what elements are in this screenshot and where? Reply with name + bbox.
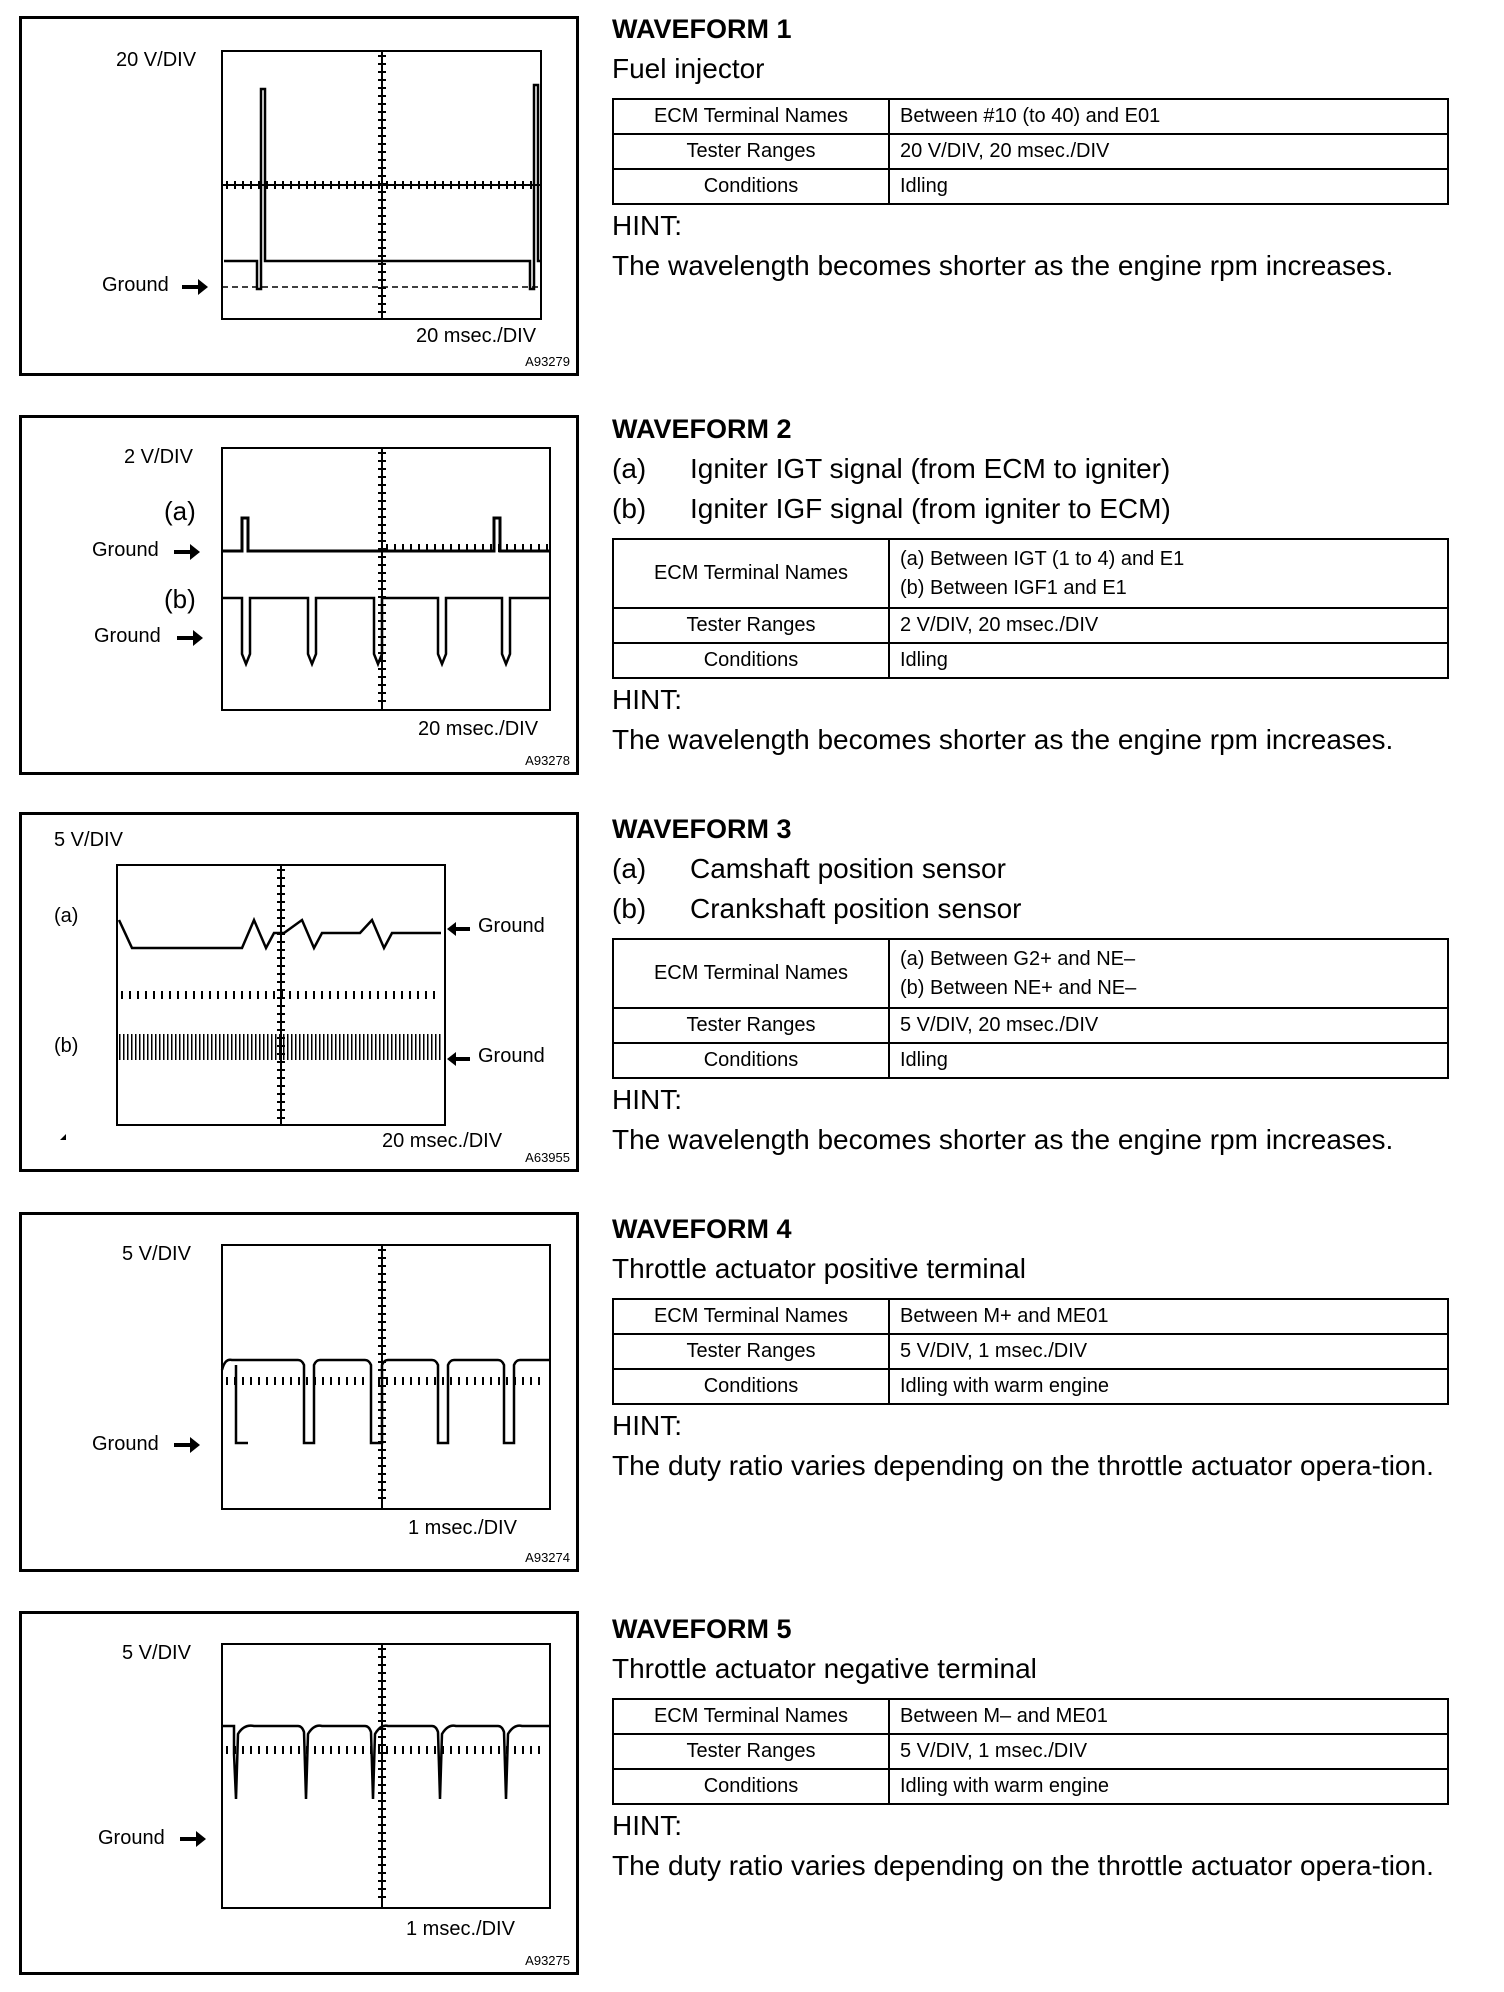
waveform-3-ground-label-b: Ground: [478, 1045, 545, 1067]
table-row: Conditions Idling: [613, 1043, 1448, 1078]
waveform-4-figure: [19, 1212, 579, 1572]
waveform-4-spec-table: [612, 1298, 1449, 1405]
waveform-1-figure: [19, 16, 579, 376]
waveform-1-tdiv: 20 msec./DIV: [416, 325, 537, 347]
waveform-5-hint-text: The duty ratio varies depending on the throttle actuator opera-tion.: [612, 1850, 1434, 1881]
waveform-3-label-b: (b): [54, 1035, 79, 1057]
table-row: ECM Terminal Names Between M– and ME01: [613, 1699, 1448, 1734]
waveform-3-vdiv: 5 V/DIV: [54, 829, 123, 851]
waveform-5-hint-label: HINT:: [612, 1810, 682, 1841]
waveform-3-ground-label-a: Ground: [478, 915, 545, 937]
waveform-4-code: A93274: [525, 1550, 570, 1565]
waveform-3-label-a: (a): [54, 905, 79, 927]
waveform-4-title: WAVEFORM 4: [612, 1214, 792, 1244]
waveform-5-spec-table: [612, 1698, 1449, 1805]
waveform-2-label-a: (a): [164, 496, 196, 526]
table-row: ECM Terminal Names Between M+ and ME01: [613, 1299, 1448, 1334]
table-row: Tester Ranges 5 V/DIV, 1 msec./DIV: [613, 1334, 1448, 1369]
waveform-1-vdiv: 20 V/DIV: [116, 49, 197, 71]
waveform-2-label-b: (b): [164, 584, 196, 614]
table-row: ECM Terminal Names Between #10 (to 40) and E01: [613, 99, 1448, 134]
waveform-1-hint-text: The wavelength becomes shorter as the engine rpm increases.: [612, 250, 1394, 281]
waveform-2-tdiv: 20 msec./DIV: [418, 718, 539, 740]
waveform-2-spec-table: [612, 538, 1449, 679]
waveform-1-spec-table: [612, 98, 1449, 205]
waveform-4-hint-text: The duty ratio varies depending on the throttle actuator opera-tion.: [612, 1450, 1434, 1481]
waveform-2-ground-label-b: Ground: [94, 625, 161, 647]
waveform-3-info: [612, 800, 1462, 1160]
waveform-1-code: A93279: [525, 354, 570, 369]
waveform-5-info: [612, 1600, 1462, 1886]
table-row: Tester Ranges 2 V/DIV, 20 msec./DIV: [613, 608, 1448, 643]
table-row: Conditions Idling with warm engine: [613, 1369, 1448, 1404]
waveform-5-vdiv: 5 V/DIV: [122, 1642, 191, 1664]
waveform-5-subtitle: Throttle actuator negative terminal: [612, 1653, 1037, 1684]
waveform-2-hint-text: The wavelength becomes shorter as the engine rpm increases.: [612, 724, 1394, 755]
waveform-2-figure: [19, 415, 579, 775]
table-row: Conditions Idling: [613, 643, 1448, 678]
table-row: Conditions Idling with warm engine: [613, 1769, 1448, 1804]
waveform-1-hint-label: HINT:: [612, 210, 682, 241]
waveform-3-scope: [22, 815, 576, 1169]
table-row: Tester Ranges 5 V/DIV, 1 msec./DIV: [613, 1734, 1448, 1769]
waveform-4-tdiv: 1 msec./DIV: [408, 1517, 517, 1539]
table-row: Conditions Idling: [613, 169, 1448, 204]
waveform-2-code: A93278: [525, 753, 570, 768]
waveform-3-code: A63955: [525, 1150, 570, 1165]
waveform-2-ground-label-a: Ground: [92, 539, 159, 561]
waveform-2-subtitle-a: (a) Igniter IGT signal (from ECM to igniter): [612, 453, 1171, 484]
waveform-2-title: WAVEFORM 2: [612, 414, 792, 444]
waveform-3-title: WAVEFORM 3: [612, 814, 792, 844]
waveform-4-info: [612, 1200, 1462, 1486]
waveform-4-scope: [22, 1215, 576, 1569]
waveform-5-figure: [19, 1611, 579, 1975]
waveform-2-info: [612, 400, 1462, 760]
waveform-2-hint-label: HINT:: [612, 684, 682, 715]
waveform-3-hint-text: The wavelength becomes shorter as the engine rpm increases.: [612, 1124, 1394, 1155]
waveform-1-subtitle: Fuel injector: [612, 53, 765, 84]
table-row: ECM Terminal Names (a) Between G2+ and NE– (b) Between NE+ and NE–: [613, 939, 1448, 1008]
waveform-1-scope: [22, 19, 576, 373]
waveform-5-tdiv: 1 msec./DIV: [406, 1918, 515, 1940]
waveform-5-ground-label: Ground: [98, 1827, 165, 1849]
waveform-3-subtitle-b: (b) Crankshaft position sensor: [612, 893, 1022, 924]
table-row: Tester Ranges 20 V/DIV, 20 msec./DIV: [613, 134, 1448, 169]
waveform-4-ground-label: Ground: [92, 1433, 159, 1455]
waveform-3-subtitle-a: (a) Camshaft position sensor: [612, 853, 1006, 884]
waveform-1-ground-label: Ground: [102, 274, 169, 296]
waveform-1-info: [612, 0, 1462, 286]
waveform-4-hint-label: HINT:: [612, 1410, 682, 1441]
waveform-1-title: WAVEFORM 1: [612, 14, 792, 44]
waveform-3-tdiv: 20 msec./DIV: [382, 1130, 503, 1152]
waveform-5-code: A93275: [525, 1953, 570, 1968]
waveform-3-spec-table: [612, 938, 1449, 1079]
waveform-3-hint-label: HINT:: [612, 1084, 682, 1115]
waveform-5-title: WAVEFORM 5: [612, 1614, 792, 1644]
waveform-2-vdiv: 2 V/DIV: [124, 446, 193, 468]
table-row: Tester Ranges 5 V/DIV, 20 msec./DIV: [613, 1008, 1448, 1043]
waveform-2-subtitle-b: (b) Igniter IGF signal (from igniter to ECM): [612, 493, 1171, 524]
waveform-3-figure: [19, 812, 579, 1172]
waveform-4-vdiv: 5 V/DIV: [122, 1243, 191, 1265]
table-row: ECM Terminal Names (a) Between IGT (1 to 4) and E1 (b) Between IGF1 and E1: [613, 539, 1448, 608]
waveform-4-subtitle: Throttle actuator positive terminal: [612, 1253, 1026, 1284]
